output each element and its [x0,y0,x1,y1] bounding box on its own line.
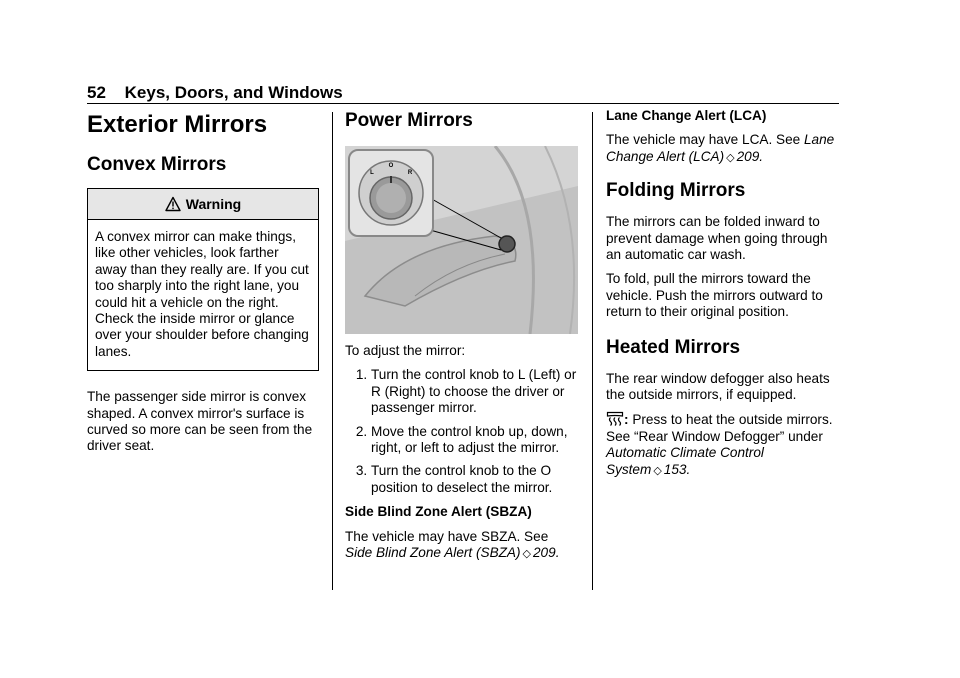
sbza-paragraph [345,529,579,563]
climate-ref: Automatic Climate Control System [606,445,764,477]
header-rule [87,103,839,104]
step-2: 2. Move the control knob up, down, right, or left to adjust the mirror. [371,424,579,457]
chapter-title: Exterior Mirrors [87,111,268,138]
knob-label-off: O [388,163,394,169]
sbza-heading: Side Blind Zone Alert (SBZA) [345,504,532,520]
warning-box [87,188,319,371]
sbza-ref: Side Blind Zone Alert (SBZA) [345,545,521,561]
column-1 [87,108,319,463]
section-title: Keys, Doors, and Windows [124,83,343,102]
page-arrow-icon: ◇ [522,548,531,561]
sbza-link[interactable]: Side Blind Zone Alert (SBZA) ◇ 209. [345,545,560,561]
sbza-text: The vehicle may have SBZA. See [345,528,549,544]
section-heading-heated: Heated Mirrors [606,336,741,358]
heated-p2 [606,411,840,479]
warning-header [88,189,318,220]
step-1: 1. Turn the control knob to L (Left) or R (Right) to choose the driver or passenger mirror. [371,367,579,416]
column-2 [345,108,579,570]
page-header [87,83,343,103]
lca-heading: Lane Change Alert (LCA) [606,108,767,123]
column-divider-2 [592,112,593,590]
section-heading-power: Power Mirrors [345,110,473,131]
folding-p2: To fold, pull the mirrors toward the vehicle. Push the mirrors outward to return to their original position. [606,271,823,320]
sbza-page: 209 [533,545,556,561]
heated-p2-text: Press to heat the outside mirrors. See “Rear Window Defogger” under [606,412,833,444]
power-mirror-illustration [345,146,578,334]
lca-link[interactable]: Lane Change Alert (LCA) ◇ 209. [606,132,835,164]
lca-ref: Lane Change Alert (LCA) [606,132,835,164]
column-divider-1 [332,112,333,590]
warning-text: A convex mirror can make things, like other vehicles, look farther away than they really are. If you cut too sharply into the right lane, you could hit a vehicle on the right. Check the inside mirror or glance over your shoulder before changing lanes. [95,229,309,359]
lca-paragraph [606,132,840,166]
section-heading-folding: Folding Mirrors [606,180,746,202]
warning-label: Warning [185,195,242,212]
column-3 [606,108,840,487]
folding-p1: The mirrors can be folded inward to prevent damage when going through an automatic car wash. [606,214,828,263]
knob-label-right: R [407,170,413,176]
lca-page: 209 [736,148,760,164]
warning-icon [165,196,181,212]
adjust-steps [345,367,579,496]
page-number: 52 [87,83,106,102]
adjust-intro: To adjust the mirror: [345,343,466,358]
page-arrow-icon: ◇ [653,464,662,477]
convex-body: The passenger side mirror is convex shaped. A convex mirror's surface is curved so more can be seen from the driver seat. [87,389,313,454]
rear-defogger-icon [606,411,624,427]
climate-control-link[interactable]: Automatic Climate Control System ◇ 153. [606,445,764,477]
lca-text: The vehicle may have LCA. See [606,132,801,148]
page-arrow-icon: ◇ [726,151,735,164]
knob-label-left: L [370,170,374,176]
section-heading-convex: Convex Mirrors [87,154,227,175]
climate-page: 153 [663,461,687,477]
step-3: 3. Turn the control knob to the O position to deselect the mirror. [371,463,579,496]
icon-colon: : [624,412,629,428]
heated-p1: The rear window defogger also heats the outside mirrors, if equipped. [606,370,830,403]
